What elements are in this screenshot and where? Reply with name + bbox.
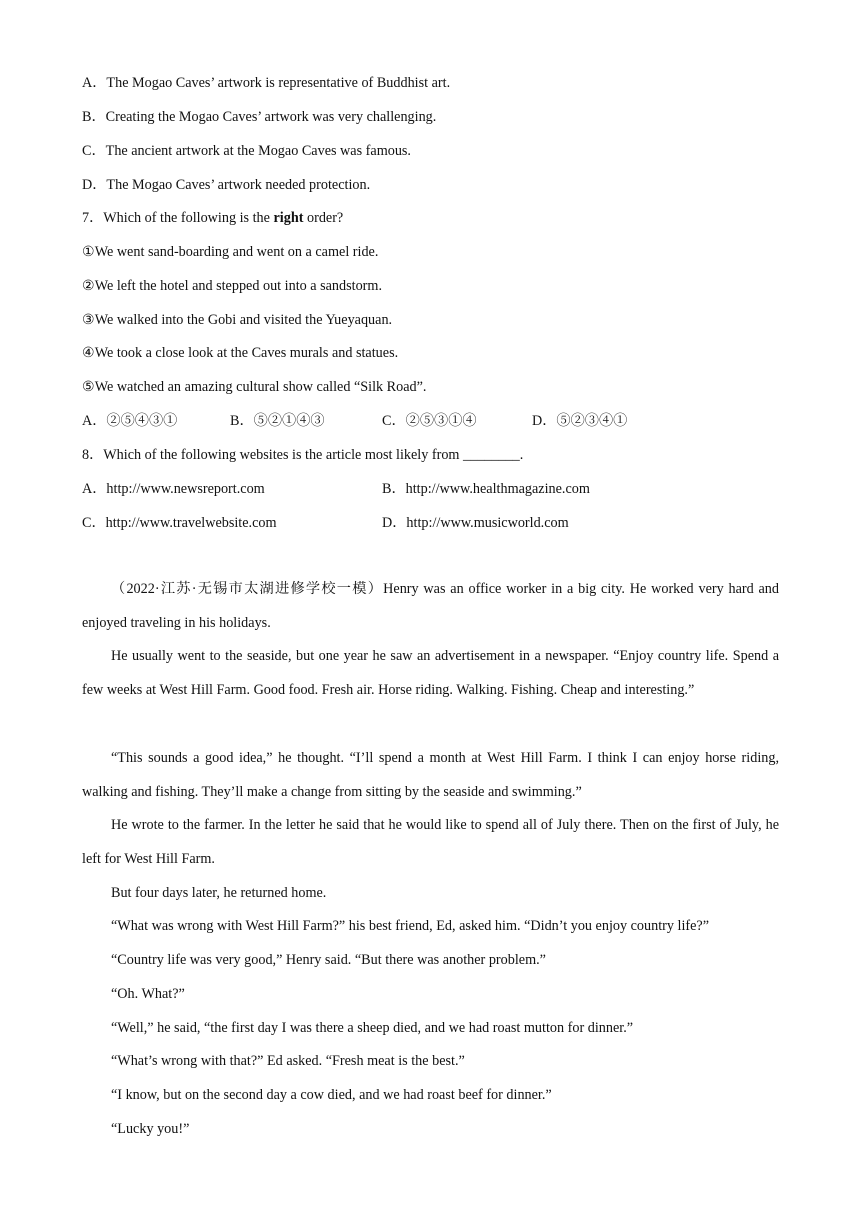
passage-paragraph-10: “What’s wrong with that?” Ed asked. “Fresh meat is the best.”	[111, 1053, 465, 1069]
q7-option-c: C．②⑤③①④	[382, 413, 477, 429]
q7-stem-after: order?	[303, 210, 344, 226]
q8-options-row-1	[82, 479, 782, 499]
q8-option-a: A．http://www.newsreport.com	[82, 481, 265, 497]
q8-option-c: C．http://www.travelwebsite.com	[82, 515, 277, 531]
passage-paragraph-8: “Oh. What?”	[111, 986, 185, 1002]
q7-event-2: ②We left the hotel and stepped out into a sandstorm.	[82, 278, 382, 294]
passage-paragraph-1: （2022·江苏·无锡市太湖进修学校一模）Henry was an office worker in a big city. He worked very hard and enjoyed traveling in his holidays.	[82, 581, 779, 631]
q7-option-a: A．②⑤④③①	[82, 413, 178, 429]
passage-paragraph-3: “This sounds a good idea,” he thought. “I’ll spend a month at West Hill Farm. I think I can enjoy horse riding, walking and fishing. They’ll make a change from sitting by the seaside and swimming.”	[82, 750, 779, 800]
passage-paragraph-9: “Well,” he said, “the first day I was there a sheep died, and we had roast mutton for dinner.”	[111, 1020, 634, 1036]
q8-option-d: D．http://www.musicworld.com	[382, 515, 569, 531]
q7-option-b: B．⑤②①④③	[230, 413, 325, 429]
passage-paragraph-5: But four days later, he returned home.	[111, 885, 327, 901]
q7-stem	[82, 208, 343, 228]
q7-event-5: ⑤We watched an amazing cultural show called “Silk Road”.	[82, 379, 427, 395]
q8-option-b: B．http://www.healthmagazine.com	[382, 481, 590, 497]
q7-event-3: ③We walked into the Gobi and visited the Yueyaquan.	[82, 312, 393, 328]
passage-paragraph-12: “Lucky you!”	[111, 1121, 190, 1137]
q7-event-4: ④We took a close look at the Caves murals and statues.	[82, 345, 399, 361]
passage-paragraph-6: “What was wrong with West Hill Farm?” his best friend, Ed, asked him. “Didn’t you enjoy country life?”	[111, 918, 710, 934]
q7-option-d: D．⑤②③④①	[532, 413, 628, 429]
q7-event-1: ①We went sand-boarding and went on a camel ride.	[82, 244, 379, 260]
q8-options-row-2	[82, 513, 782, 533]
q6-option-d: D．The Mogao Caves’ artwork needed protection.	[82, 177, 371, 193]
q6-option-b: B．Creating the Mogao Caves’ artwork was very challenging.	[82, 109, 437, 125]
q7-stem-bold: right	[273, 210, 304, 226]
passage-paragraph-4: He wrote to the farmer. In the letter he said that he would like to spend all of July there. Then on the first of July, he left for West Hill Farm.	[82, 817, 779, 867]
passage-paragraph-11: “I know, but on the second day a cow died, and we had roast beef for dinner.”	[111, 1087, 552, 1103]
q8-stem: 8．Which of the following websites is the article most likely from ________.	[82, 447, 524, 463]
passage-paragraph-7: “Country life was very good,” Henry said. “But there was another problem.”	[111, 952, 546, 968]
q7-stem-before: 7．Which of the following is the	[82, 210, 274, 226]
q6-option-a: A．The Mogao Caves’ artwork is representative of Buddhist art.	[82, 75, 451, 91]
q7-options	[82, 411, 782, 431]
q6-option-c: C．The ancient artwork at the Mogao Caves was famous.	[82, 143, 411, 159]
passage-paragraph-2: He usually went to the seaside, but one year he saw an advertisement in a newspaper. “Enjoy country life. Spend a few weeks at West Hill Farm. Good food. Fresh air. Horse riding. Walking. Fishing. Cheap and interesting.”	[82, 648, 779, 698]
